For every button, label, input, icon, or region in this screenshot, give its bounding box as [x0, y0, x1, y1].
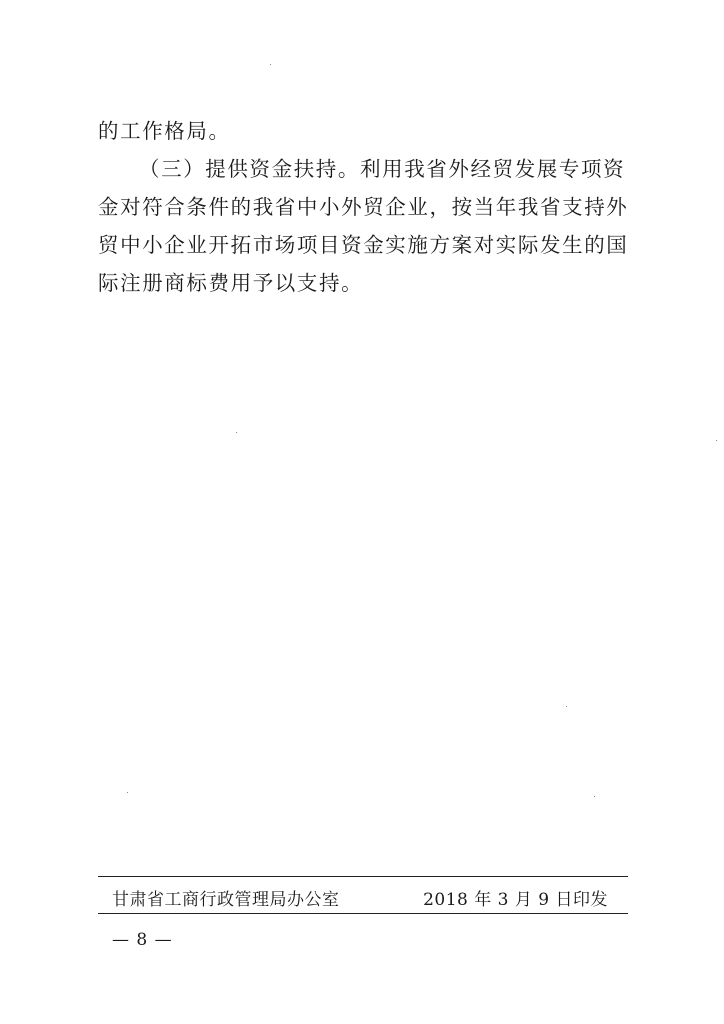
body-text [98, 112, 638, 302]
scan-speck [566, 706, 567, 707]
scan-speck [127, 792, 128, 793]
issuance-footer [98, 876, 628, 914]
scan-speck [270, 64, 271, 65]
issuing-organization: 甘肃省工商行政管理局办公室 [112, 890, 340, 910]
paragraph-funding-support: （三）提供资金扶持。利用我省外经贸发展专项资金对符合条件的我省中小外贸企业，按当年我省支持外贸中小企业开拓市场项目资金实施方案对实际发生的国际注册商标费用予以支持。 [98, 157, 629, 295]
page-number: — 8 — [112, 930, 173, 950]
paragraph-continuation: 的工作格局。 [98, 119, 231, 143]
scan-speck [594, 796, 595, 797]
issue-date: 2018 年 3 月 9 日印发 [423, 890, 608, 910]
scan-speck [236, 432, 237, 433]
scan-speck [716, 440, 717, 441]
